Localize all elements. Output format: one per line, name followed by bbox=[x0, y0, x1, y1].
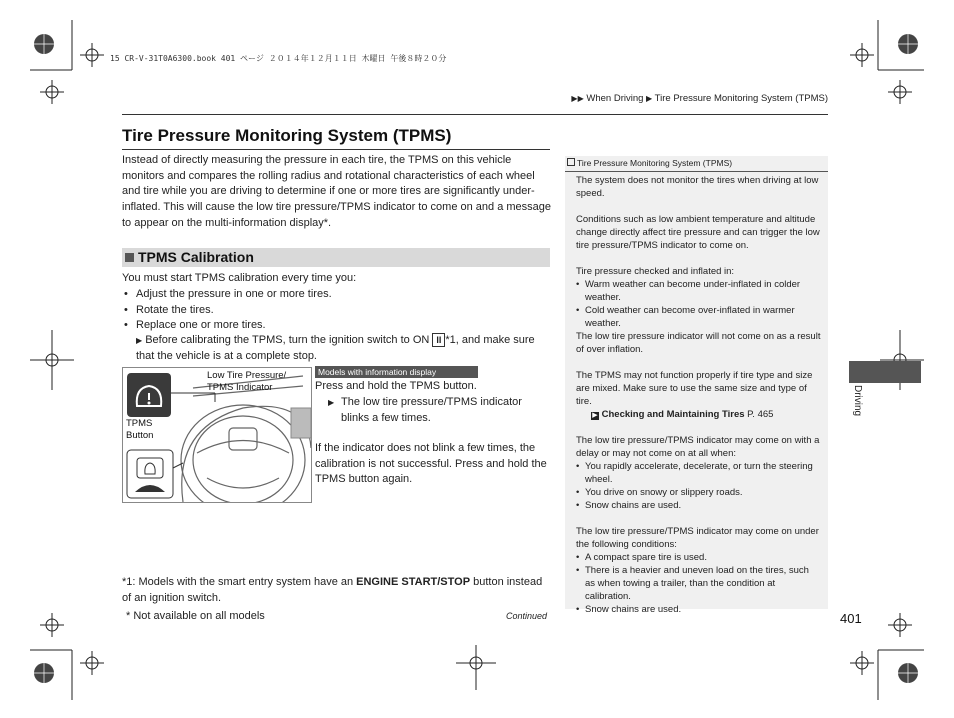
sidebar-notes bbox=[565, 156, 828, 615]
list-item: • You drive on snowy or slippery roads. bbox=[576, 486, 821, 499]
sidebar-paragraph: The low tire pressure indicator will not come on as a result of over inflation. bbox=[576, 331, 821, 355]
ref-box-icon bbox=[567, 158, 575, 166]
page-number: 401 bbox=[840, 611, 862, 626]
models-badge: Models with information display bbox=[315, 366, 478, 378]
breadcrumb-item-tpms[interactable]: Tire Pressure Monitoring System (TPMS) bbox=[654, 93, 828, 104]
arrow-icon: ▶ bbox=[646, 94, 653, 103]
sidebar-paragraph: Conditions such as low ambient temperature and altitude change directly affect tire pressure and can trigger the low tire pressure/TPMS indicator to come on. bbox=[576, 214, 820, 251]
intro-paragraph: Instead of directly measuring the pressure in each tire, the TPMS on this vehicle monitors and compares the rolling radius and rotational characteristics of each wheel and tire while you are driving to determine if one or more tires are significantly under-inflated. This will cause the low tire pressure/TPMS indicator to come on and a message to appear on the multi-information display*. bbox=[122, 154, 551, 229]
breadcrumb bbox=[571, 93, 828, 104]
reference-icon: ▶ bbox=[592, 412, 598, 419]
list-item: • Adjust the pressure in one or more tires. bbox=[122, 287, 552, 303]
sidebar-list bbox=[576, 551, 821, 616]
page-title: Tire Pressure Monitoring System (TPMS) bbox=[122, 126, 452, 145]
sidebar-paragraph: Tire pressure checked and inflated in: bbox=[576, 266, 735, 277]
cross-reference-link[interactable]: ▶ Checking and Maintaining Tires P. 465 bbox=[592, 409, 774, 420]
continued-label: Continued bbox=[506, 611, 548, 621]
list-item: • Replace one or more tires. bbox=[122, 318, 552, 334]
sidebar-header: Tire Pressure Monitoring System (TPMS) bbox=[565, 156, 828, 172]
tpms-dashboard-illustration bbox=[122, 367, 312, 503]
list-item: • There is a heavier and uneven load on the tires, such as when towing a trailer, than the condition at calibration. bbox=[576, 564, 821, 603]
calibration-list bbox=[122, 287, 552, 334]
arrow-icon: ▶ bbox=[136, 336, 143, 345]
sidebar-list bbox=[576, 460, 821, 512]
sidebar-paragraph: The TPMS may not function properly if tire type and size are mixed. Make sure to use the same size and type of tire. bbox=[576, 370, 813, 407]
list-item: • Warm weather can become under-inflated in colder weather. bbox=[576, 278, 821, 304]
sidebar-list bbox=[576, 278, 821, 330]
sidebar-paragraph: The system does not monitor the tires when driving at low speed. bbox=[576, 175, 819, 199]
print-meta: 15 CR-V-31T0A6300.book 401 ページ ２０１４年１２月１１日 木曜日 午後８時２０分 bbox=[110, 54, 447, 63]
list-item: • Rotate the tires. bbox=[122, 303, 552, 319]
chapter-tab bbox=[849, 361, 921, 383]
footnote-star: * Not available on all models bbox=[126, 610, 265, 622]
button-callout: TPMS Button bbox=[126, 418, 154, 441]
before-calibrating-note: ▶ Before calibrating the TPMS, turn the ignition switch to ON II *1, and make sure that the vehicle is at a complete stop. bbox=[136, 334, 535, 362]
indicator-callout: Low Tire Pressure/ TPMS Indicator bbox=[207, 370, 287, 393]
sidebar-paragraph: The low tire pressure/TPMS indicator may come on with a delay or may not come on at all when: bbox=[576, 435, 820, 459]
sidebar-paragraph: The low tire pressure/TPMS indicator may come on under the following conditions: bbox=[576, 526, 819, 550]
arrow-icon: ▶ bbox=[328, 398, 335, 407]
header-divider bbox=[122, 114, 828, 115]
sidebar-body bbox=[576, 174, 821, 616]
list-item: • Cold weather can become over-inflated in warmer weather. bbox=[576, 304, 821, 330]
list-item: • Snow chains are used. bbox=[576, 499, 821, 512]
failure-note: If the indicator does not blink a few times, the calibration is not successful. Press and hold the TPMS button again. bbox=[315, 442, 547, 486]
double-arrow-icon: ▶▶ bbox=[571, 94, 584, 103]
press-instruction: Press and hold the TPMS button. bbox=[315, 380, 477, 392]
ignition-on-symbol: II bbox=[432, 333, 445, 347]
footnote-1: *1: Models with the smart entry system have an ENGINE START/STOP button instead of an ignition switch. bbox=[122, 576, 543, 604]
section-heading-tpms-calibration: TPMS Calibration bbox=[122, 248, 550, 267]
list-item: • Snow chains are used. bbox=[576, 603, 821, 616]
breadcrumb-item-when-driving[interactable]: When Driving bbox=[586, 93, 644, 104]
calibration-lead: You must start TPMS calibration every time you: bbox=[122, 272, 357, 284]
list-item: • You rapidly accelerate, decelerate, or turn the steering wheel. bbox=[576, 460, 821, 486]
blink-result: ▶ The low tire pressure/TPMS indicator blinks a few times. bbox=[328, 396, 522, 424]
chapter-label: Driving bbox=[852, 385, 863, 417]
square-bullet-icon bbox=[125, 253, 134, 262]
title-divider bbox=[122, 149, 550, 150]
list-item: • A compact spare tire is used. bbox=[576, 551, 821, 564]
